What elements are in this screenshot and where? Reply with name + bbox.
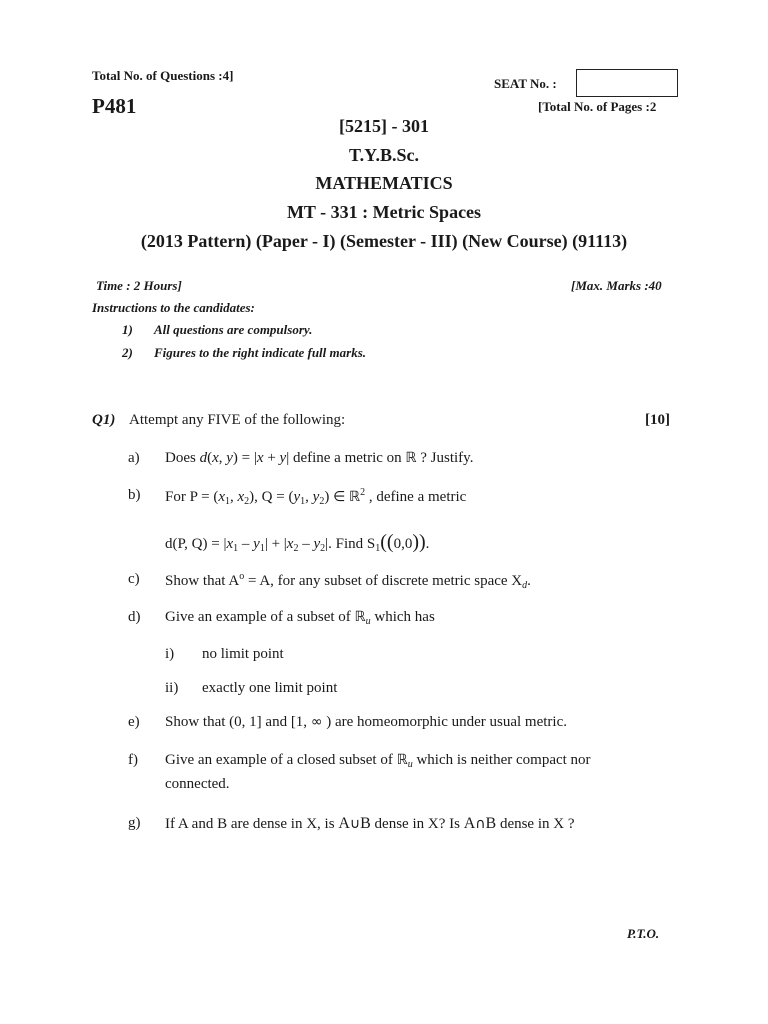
pattern-line: (2013 Pattern) (Paper - I) (Semester - III) (New Course) (91113) [140, 231, 628, 251]
item-a-text: Does d(x, y) = |x + y| define a metric on ℝ ? Justify. [165, 450, 474, 466]
question-text: Attempt any FIVE of the following: [129, 412, 346, 428]
total-questions: Total No. of Questions :4] [92, 68, 234, 83]
item-b-text: For $P = (x_1$, $x_2$), $Q = (y_1$, $y_2$) ∈ ℝ$^2$ , define a metric [165, 487, 467, 507]
question-marks: [10] [645, 412, 670, 428]
item-f-line2: connected. [165, 776, 230, 792]
subject-name: MATHEMATICS [315, 173, 453, 193]
sub-text: no limit point [202, 646, 284, 662]
instruction-text: Figures to the right indicate full marks. [154, 345, 367, 360]
course-name: T.Y.B.Sc. [348, 145, 420, 165]
item-g-text: If A and B are dense in X, is A∪B dense in X? Is A∩B dense in X ? [165, 815, 575, 832]
item-b-formula: d(P, $Q) = |x_1 - y_1| + |x_2 - y_2|$. Find $S_1((0,0))$. [165, 531, 430, 554]
seat-number-box[interactable] [576, 69, 678, 97]
item-label: b) [128, 487, 141, 503]
max-marks: [Max. Marks :40 [571, 278, 662, 293]
paper-code: P481 [92, 94, 137, 118]
exam-code: [5215] - 301 [339, 116, 429, 136]
pto: P.T.O. [627, 926, 660, 941]
item-label: a) [128, 450, 140, 466]
item-d-text: Give an example of a subset of ℝ$_u$ which has [165, 609, 435, 627]
item-f-text: Give an example of a closed subset of ℝ$_u$ which is neither compact nor [165, 752, 591, 770]
instructions-title: Instructions to the candidates: [92, 300, 255, 315]
item-label: c) [128, 571, 140, 587]
item-e-text: Show that (0, 1] and [1, ∞ ) are homeomorphic under usual metric. [165, 714, 567, 730]
sub-label: i) [165, 646, 175, 662]
item-label: e) [128, 714, 140, 730]
instruction-num: 2) [122, 345, 133, 360]
time-label: Time : 2 Hours] [96, 278, 182, 293]
paper-title: MT - 331 : Metric Spaces [286, 202, 482, 222]
sub-label: ii) [165, 680, 179, 696]
seat-label: SEAT No. : [494, 76, 557, 91]
item-label: f) [128, 752, 138, 768]
instruction-num: 1) [122, 322, 133, 337]
sub-text: exactly one limit point [202, 680, 338, 696]
item-c-text: Show that $A^o = A$, for any subset of discrete metric space $X_d$. [165, 571, 531, 591]
item-label: d) [128, 609, 141, 625]
question-label: Q1) [92, 412, 116, 428]
item-label: g) [128, 815, 141, 831]
total-pages: [Total No. of Pages :2 [538, 99, 657, 114]
instruction-text: All questions are compulsory. [154, 322, 313, 337]
